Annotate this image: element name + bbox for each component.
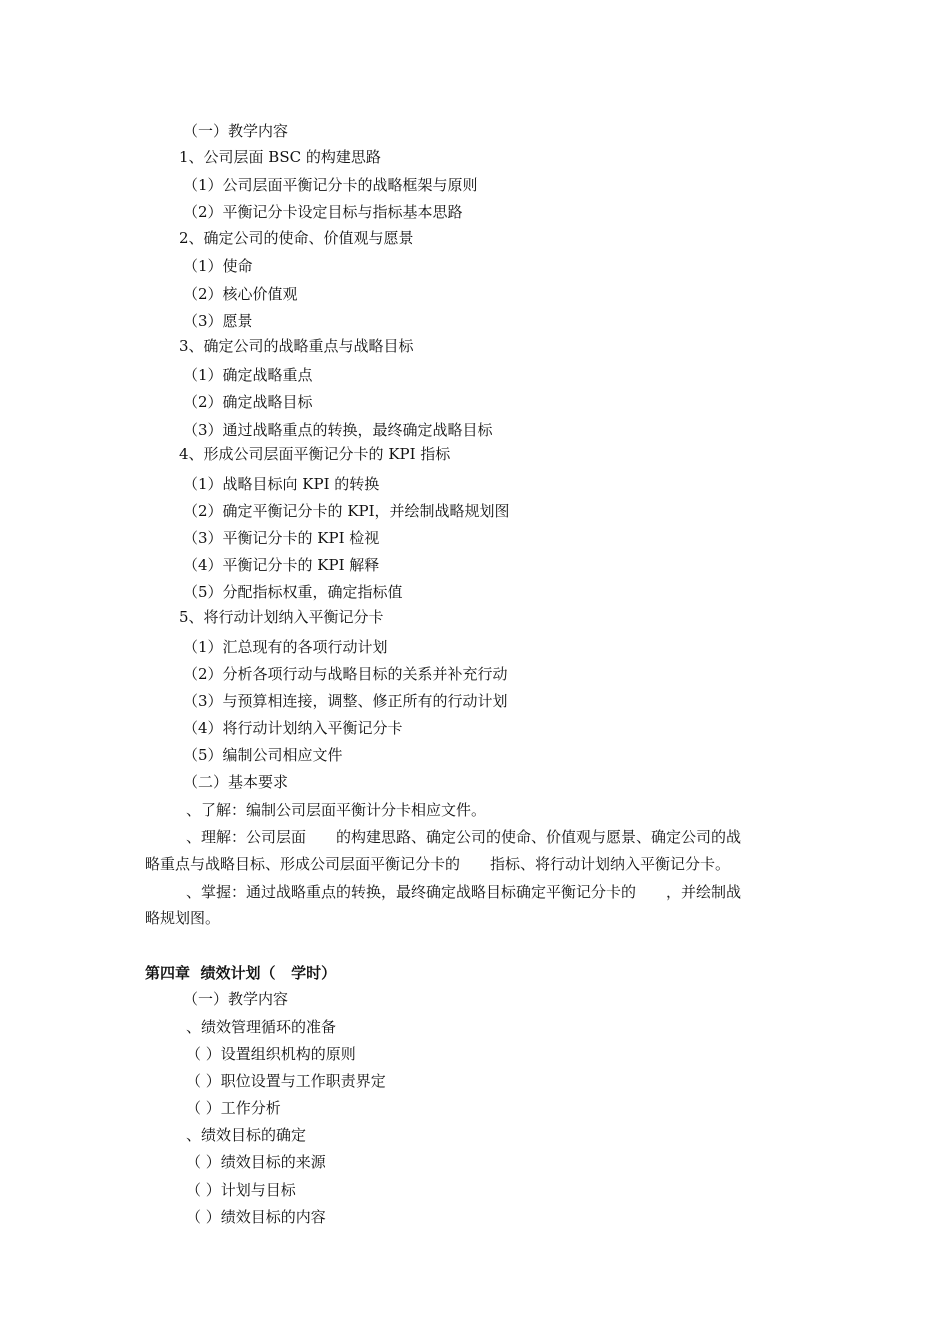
list-item: （ ）计划与目标 — [186, 1181, 296, 1199]
list-item: （4）将行动计划纳入平衡记分卡 — [183, 719, 403, 737]
list-item: （5）编制公司相应文件 — [183, 746, 343, 764]
list-item: （ ）职位设置与工作职责界定 — [186, 1072, 386, 1090]
list-item: （2）核心价值观 — [183, 285, 298, 303]
list-item: 、绩效管理循环的准备 — [186, 1018, 337, 1036]
list-item: （3）愿景 — [183, 312, 253, 330]
list-item: （3）平衡记分卡的 KPI 检视 — [183, 529, 380, 547]
list-item: （2）平衡记分卡设定目标与指标基本思路 — [183, 203, 463, 221]
list-item: （ ）设置组织机构的原则 — [186, 1045, 356, 1063]
section-heading: （一）教学内容 — [183, 122, 289, 140]
list-item: （5）分配指标权重，确定指标值 — [183, 583, 403, 601]
list-item: （ ）工作分析 — [186, 1099, 281, 1117]
list-item: （2）分析各项行动与战略目标的关系并补充行动 — [183, 665, 508, 683]
list-item: （2）确定战略目标 — [183, 393, 313, 411]
list-item: （1）战略目标向 KPI 的转换 — [183, 475, 380, 493]
list-item: 2、确定公司的使命、价值观与愿景 — [179, 229, 414, 247]
list-item: （1）汇总现有的各项行动计划 — [183, 638, 388, 656]
requirement-comprehend: 、理解：公司层面 的构建思路、确定公司的使命、价值观与愿景、确定公司的战 — [186, 828, 742, 846]
requirement-understand: 、了解：编制公司层面平衡计分卡相应文件。 — [186, 801, 487, 819]
list-item: 4、形成公司层面平衡记分卡的 KPI 指标 — [179, 445, 451, 463]
chapter-title: 第四章 绩效计划（ 学时） — [145, 964, 337, 982]
list-item: （3）通过战略重点的转换，最终确定战略目标 — [183, 421, 493, 439]
list-item: （2）确定平衡记分卡的 KPI，并绘制战略规划图 — [183, 502, 510, 520]
requirement-master: 、掌握：通过战略重点的转换，最终确定战略目标确定平衡记分卡的 ，并绘制战 — [186, 883, 742, 901]
list-item: 、绩效目标的确定 — [186, 1126, 307, 1144]
list-item: （1）使命 — [183, 257, 253, 275]
list-item: （ ）绩效目标的来源 — [186, 1153, 326, 1171]
list-item: （3）与预算相连接，调整、修正所有的行动计划 — [183, 692, 508, 710]
list-item: 3、确定公司的战略重点与战略目标 — [179, 337, 414, 355]
list-item: （1）公司层面平衡记分卡的战略框架与原则 — [183, 176, 478, 194]
list-item: （ ）绩效目标的内容 — [186, 1208, 326, 1226]
list-item: （1）确定战略重点 — [183, 366, 313, 384]
list-item: 1、公司层面 BSC 的构建思路 — [179, 148, 381, 166]
list-item: 5、将行动计划纳入平衡记分卡 — [179, 608, 384, 626]
section-heading: （二）基本要求 — [183, 773, 289, 791]
requirement-master-cont: 略规划图。 — [145, 909, 221, 927]
requirement-comprehend-cont: 略重点与战略目标、形成公司层面平衡记分卡的 指标、将行动计划纳入平衡记分卡。 — [145, 855, 731, 873]
section-heading: （一）教学内容 — [183, 990, 289, 1008]
list-item: （4）平衡记分卡的 KPI 解释 — [183, 556, 380, 574]
